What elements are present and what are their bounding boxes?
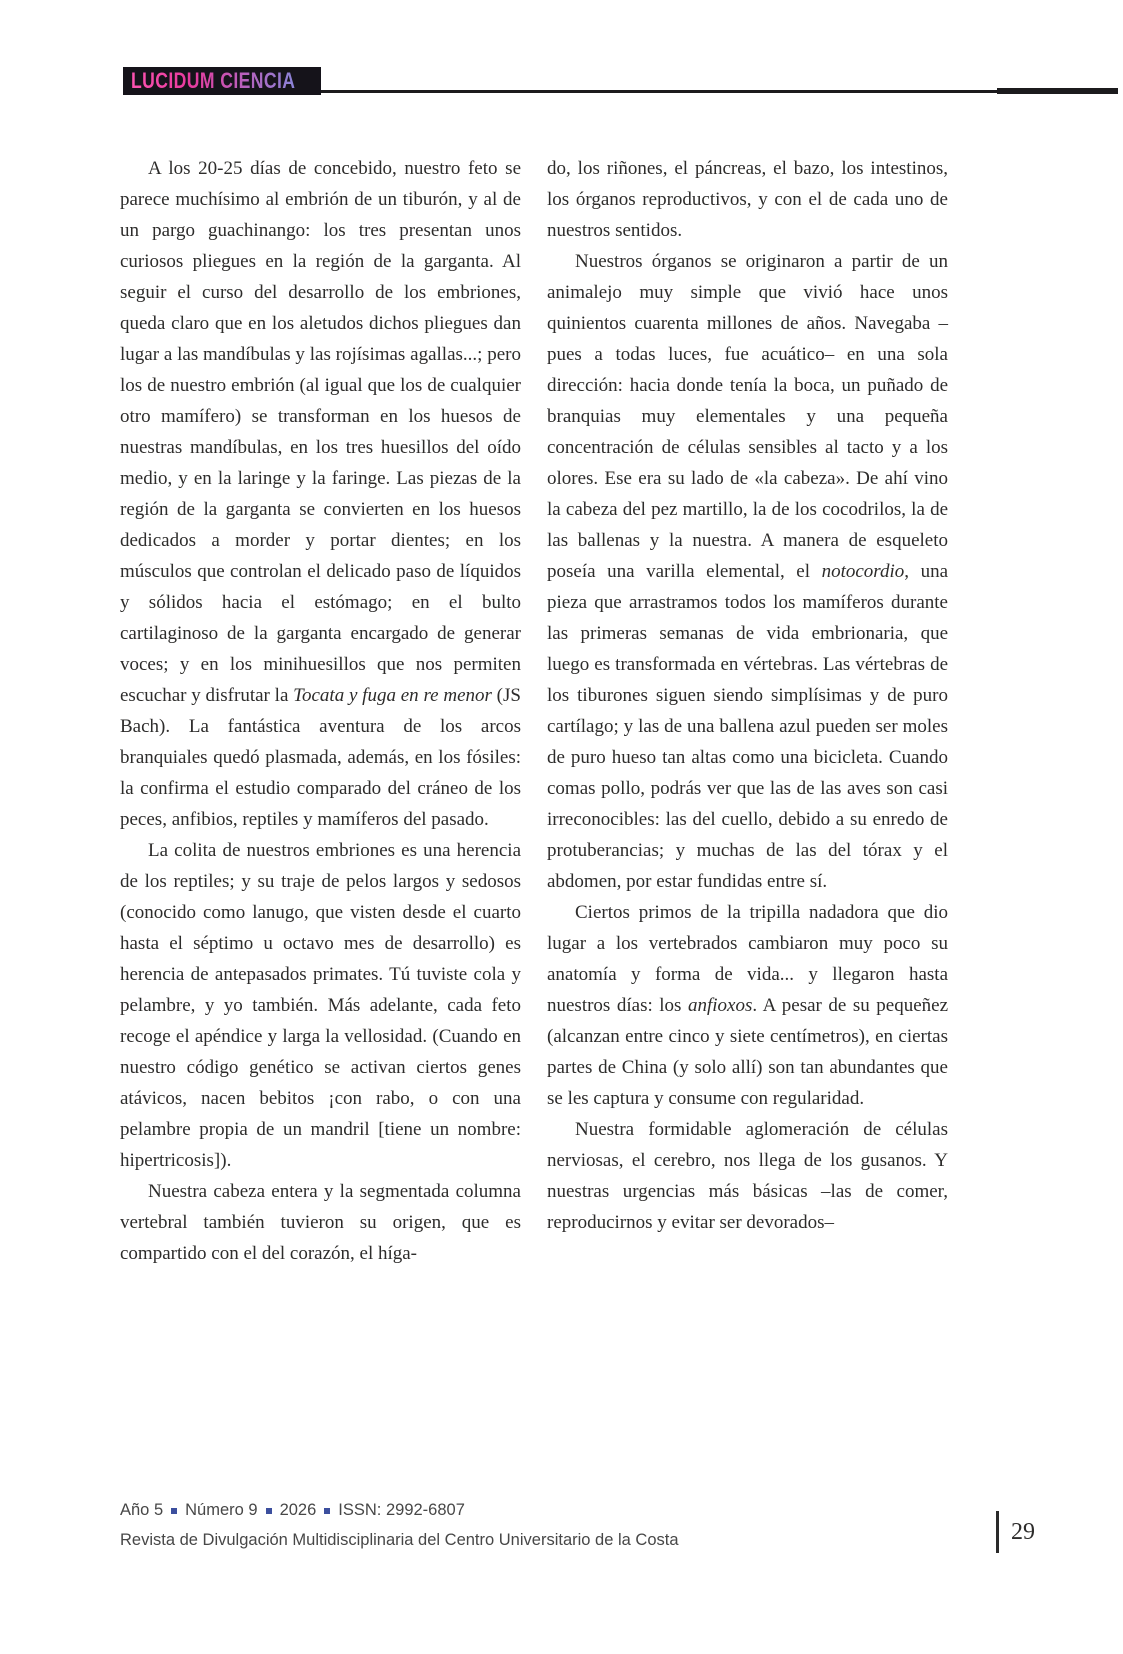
paragraph (120, 1176, 521, 1269)
body-text: La colita de nuestros embriones es una herencia de los reptiles; y su traje de pelos largos y sedosos (conocido como lanugo, que visten desde el cuarto hasta el séptimo u octavo mes de desarrollo) es herencia de antepasados primates. Tú tuviste cola y pelambre, y yo también. Más adelante, cada feto recoge el apéndice y larga la vellosidad. (Cuando en nuestro código genético se activan ciertos genes atávicos, nacen bebitos ¡con rabo, o con una pelambre propia de un mandril [tiene un nombre: hipertricosis]). (120, 840, 521, 1171)
paragraph (120, 153, 521, 835)
header-rule-thick (997, 88, 1118, 94)
body-text: . A pesar de su pequeñez (alcanzan entre cinco y siete centímetros), en ciertas partes de China (y solo allí) son tan abundantes que se les captura y consume con regularidad. (547, 995, 948, 1109)
footer-issue-info (120, 1501, 465, 1520)
footer-issue-part: Número 9 (185, 1501, 258, 1519)
italic-text: anfioxos (687, 995, 753, 1016)
paragraph (547, 153, 948, 246)
body-text: Nuestros órganos se originaron a partir de un animalejo muy simple que vivió hace unos quinientos cuarenta millones de años. Navegaba –pues a todas luces, fue acuático– en una sola dirección: hacia donde tenía la boca, un puñado de branquias muy elementales y una pequeña concentración de células sensibles al tacto y a los olores. Ese era su lado de «la cabeza». De ahí vino la cabeza del pez martillo, la de los cocodrilos, la de las ballenas y la nuestra. A manera de esqueleto poseía una varilla elemental, el (547, 251, 948, 582)
footer-issue-part: ISSN: 2992-6807 (338, 1501, 465, 1519)
footer-journal-name: Revista de Divulgación Multidisciplinaria del Centro Universitario de la Costa (120, 1531, 679, 1549)
paragraph (120, 835, 521, 1176)
magazine-brand-box (123, 67, 321, 95)
paragraph (547, 246, 948, 897)
body-text: A los 20-25 días de concebido, nuestro feto se parece muchísimo al embrión de un tiburón, y al de un pargo guachinango: los tres presentan unos curiosos pliegues en la región de la garganta. Al seguir el curso del desarrollo de los embriones, queda claro que en los aletudos dichos pliegues dan lugar a las mandíbulas y las rojísimas agallas...; pero los de nuestro embrión (al igual que los de cualquier otro mamífero) se transforman en los huesos de nuestras mandíbulas, en los tres huesillos del oído medio, y en la laringe y la faringe. Las piezas de la región de la garganta se convierten en los huesos dedicados a morder y portar dientes; en los músculos que controlan el delicado paso de líquidos y sólidos hacia el estómago; en el bulto cartilaginoso de la garganta encargado de generar voces; y en los minihuesillos que nos permiten escuchar y disfrutar la (120, 158, 521, 706)
footer-issue-part: Año 5 (120, 1501, 164, 1519)
page-number: 29 (1011, 1518, 1035, 1545)
separator-square-icon (171, 1508, 177, 1514)
page-number-block (996, 1511, 1035, 1553)
body-text: (JS Bach). La fantástica aventura de los arcos branquiales quedó plasmada, además, en los fósiles: la confirma el estudio comparado del cráneo de los peces, anfibios, reptiles y mamíferos del pasado. (120, 685, 521, 830)
body-text: Nuestra formidable aglomeración de células nerviosas, el cerebro, nos llega de los gusanos. Y nuestras urgencias más básicas –las de comer, reproducirnos y evitar ser devorados– (547, 1119, 948, 1233)
header-rule-thin (321, 90, 997, 93)
paragraph (547, 1114, 948, 1238)
magazine-brand-title: LUCIDUM CIENCIA (123, 68, 295, 94)
text-column-left (120, 153, 521, 1269)
body-text: , una pieza que arrastramos todos los mamíferos durante las primeras semanas de vida embrionaria, que luego es transformada en vértebras. Las vértebras de los tiburones siguen siendo simplísimas y de puro cartílago; y las de una ballena azul pueden ser moles de puro hueso tan altas como una bicicleta. Cuando comas pollo, podrás ver que las de las aves son casi irreconocibles: las del cuello, debido a su enredo de protuberancias; y muchas de las del tórax y el abdomen, por estar fundidas entre sí. (547, 561, 949, 892)
body-text: Nuestra cabeza entera y la segmentada columna vertebral también tuvieron su origen, que es compartido con el del corazón, el híga- (120, 1181, 521, 1264)
body-text: Ciertos primos de la tripilla nadadora que dio lugar a los vertebrados cambiaron muy poco su anatomía y forma de vida... y llegaron hasta nuestros días: los (547, 902, 948, 1016)
separator-square-icon (324, 1508, 330, 1514)
page-number-rule (996, 1511, 999, 1553)
italic-text: notocordio (821, 561, 905, 582)
body-text: do, los riñones, el páncreas, el bazo, los intestinos, los órganos reproductivos, y con el de cada uno de nuestros sentidos. (547, 158, 948, 241)
italic-text: Tocata y fuga en re menor (293, 685, 492, 706)
text-column-right (547, 153, 948, 1238)
paragraph (547, 897, 948, 1114)
footer-issue-part: 2026 (279, 1501, 317, 1519)
separator-square-icon (266, 1508, 272, 1514)
